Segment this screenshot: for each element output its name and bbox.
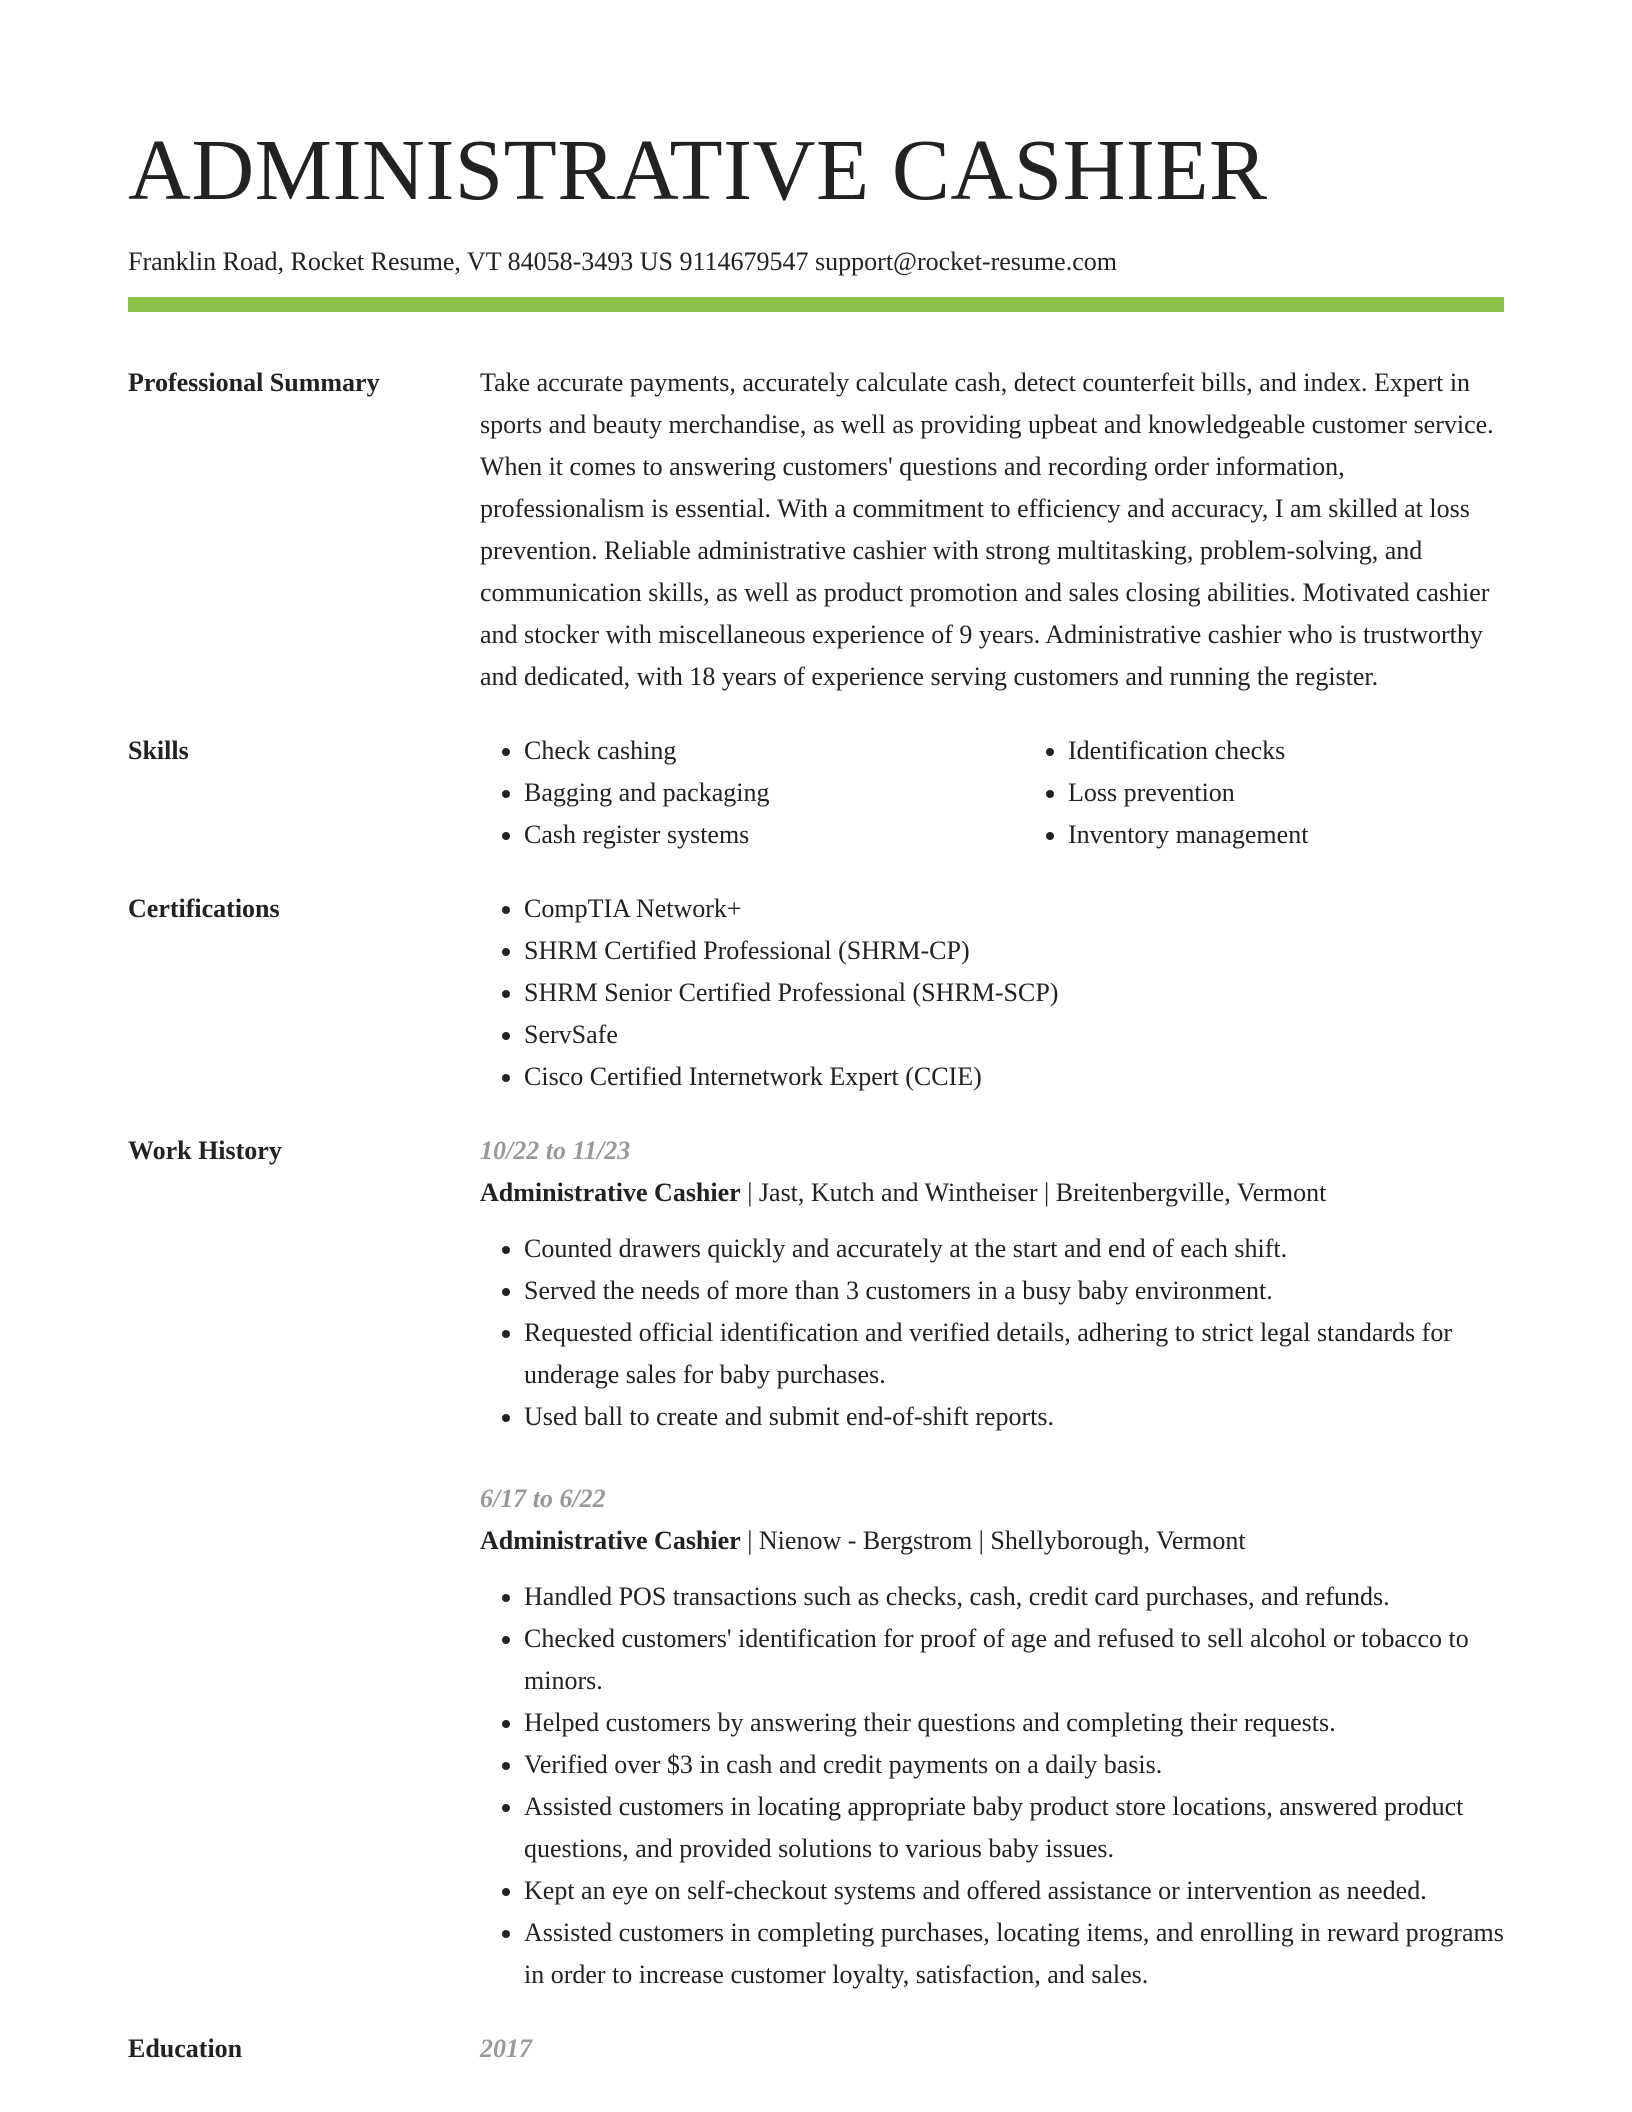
job-bullet: • Helped customers by answering their questions and completing their requests. — [524, 1702, 1504, 1744]
job-bullet: • Verified over $3 in cash and credit payments on a daily basis. — [524, 1744, 1504, 1786]
job-title: Administrative Cashier — [480, 1178, 741, 1207]
job-employer-location: | Jast, Kutch and Wintheiser | Breitenbergville, Vermont — [740, 1178, 1327, 1207]
accent-divider — [128, 297, 1504, 312]
education-dates: 2017 — [480, 2034, 532, 2063]
job-entry — [480, 1130, 1504, 1438]
skills-list-right — [984, 730, 1308, 856]
skills-list-left — [480, 730, 984, 856]
certification-item: • CompTIA Network+ — [524, 888, 1504, 930]
job-bullets — [480, 1228, 1504, 1438]
section-label-summary: Professional Summary — [128, 368, 380, 397]
job-bullet: • Checked customers' identification for proof of age and refused to sell alcohol or tobacco to minors. — [524, 1618, 1504, 1702]
job-bullet: • Served the needs of more than 3 customers in a busy baby environment. — [524, 1270, 1504, 1312]
job-employer-location: | Nienow - Bergstrom | Shellyborough, Vermont — [740, 1526, 1246, 1555]
section-label-work-history: Work History — [128, 1136, 282, 1165]
section-label-skills: Skills — [128, 736, 189, 765]
job-bullet: • Requested official identification and verified details, adhering to strict legal standards for underage sales for baby purchases. — [524, 1312, 1504, 1396]
job-bullet: • Counted drawers quickly and accurately at the start and end of each shift. — [524, 1228, 1504, 1270]
resume-name: ADMINISTRATIVE CASHIER — [128, 121, 1268, 218]
job-bullets — [480, 1576, 1504, 1996]
certifications-section — [128, 888, 1504, 1098]
summary-content — [480, 362, 1504, 698]
skill-item: • Check cashing — [524, 730, 984, 772]
section-label-certifications: Certifications — [128, 894, 280, 923]
job-bullet: • Used ball to create and submit end-of-shift reports. — [524, 1396, 1504, 1438]
skills-content — [480, 730, 1504, 856]
certification-item: • SHRM Senior Certified Professional (SHRM-SCP) — [524, 972, 1504, 1014]
work-history-section — [128, 1130, 1504, 1996]
job-dates: 10/22 to 11/23 — [480, 1136, 631, 1165]
skill-item: • Inventory management — [1068, 814, 1308, 856]
resume-page — [128, 0, 1504, 2070]
job-entry — [480, 1478, 1504, 1996]
skill-item: • Loss prevention — [1068, 772, 1308, 814]
skill-item: • Identification checks — [1068, 730, 1308, 772]
section-label-education: Education — [128, 2034, 243, 2063]
job-bullet: • Handled POS transactions such as checks, cash, credit card purchases, and refunds. — [524, 1576, 1504, 1618]
certification-item: • Cisco Certified Internetwork Expert (CCIE) — [524, 1056, 1504, 1098]
job-bullet: • Assisted customers in completing purchases, locating items, and enrolling in reward programs in order to increase customer loyalty, satisfaction, and sales. — [524, 1912, 1504, 1996]
job-title-line — [480, 1172, 1504, 1214]
job-bullet: • Assisted customers in locating appropriate baby product store locations, answered product questions, and provided solutions to various baby issues. — [524, 1786, 1504, 1870]
work-history-content — [480, 1130, 1504, 1996]
summary-text: Take accurate payments, accurately calculate cash, detect counterfeit bills, and index. Expert in sports and beauty merchandise, as well as providing upbeat and knowledgeable customer service. When it comes to answering customers' questions and recording order information, professionalism is essential. With a commitment to efficiency and accuracy, I am skilled at loss prevention. Reliable administrative cashier with strong multitasking, problem-solving, and communication skills, as well as product promotion and sales closing abilities. Motivated cashier and stocker with miscellaneous experience of 9 years. Administrative cashier who is trustworthy and dedicated, with 18 years of experience serving customers and running the register. — [480, 368, 1494, 691]
skills-section — [128, 730, 1504, 856]
summary-section — [128, 362, 1504, 698]
skill-item: • Cash register systems — [524, 814, 984, 856]
skill-item: • Bagging and packaging — [524, 772, 984, 814]
job-title: Administrative Cashier — [480, 1526, 741, 1555]
education-content — [480, 2028, 1504, 2070]
job-bullet: • Kept an eye on self-checkout systems and offered assistance or intervention as needed. — [524, 1870, 1504, 1912]
contact-line: Franklin Road, Rocket Resume, VT 84058-3493 US 9114679547 support@rocket-resume.com — [128, 247, 1117, 276]
job-title-line — [480, 1520, 1504, 1562]
certifications-list — [480, 888, 1504, 1098]
certification-item: • ServSafe — [524, 1014, 1504, 1056]
certification-item: • SHRM Certified Professional (SHRM-CP) — [524, 930, 1504, 972]
job-dates: 6/17 to 6/22 — [480, 1484, 606, 1513]
certifications-content — [480, 888, 1504, 1098]
education-section — [128, 2028, 1504, 2070]
